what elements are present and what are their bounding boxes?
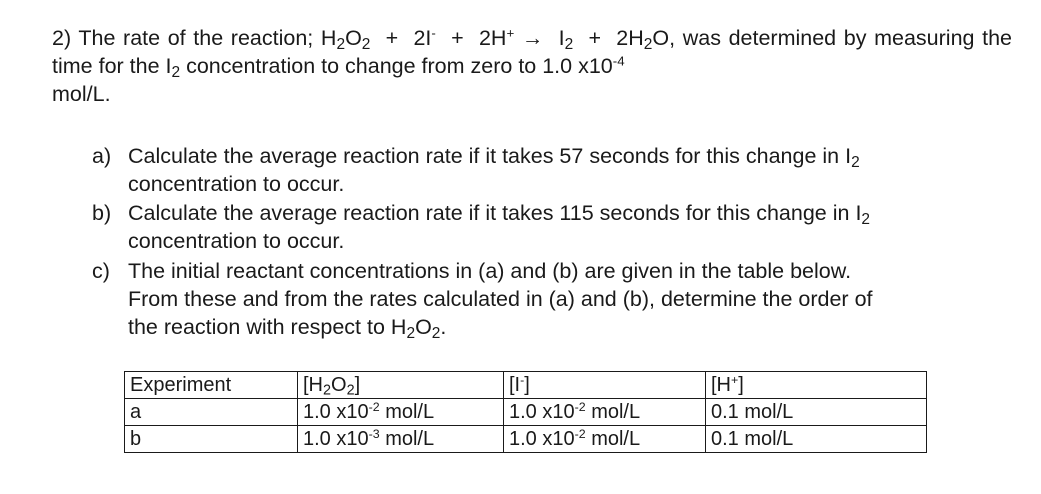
stem-unit: mol/L. [52, 82, 111, 106]
question-stem [52, 24, 1012, 108]
header-h2o2: $[H_2O_2]$ [298, 372, 504, 399]
header-experiment: Experiment [125, 372, 298, 399]
header-hydrogen-ion: [H+] [706, 372, 927, 399]
reaction-equation: $H_2O_2 + 2I^- + 2H^+ \to I_2 + 2H_2O$, [320, 25, 683, 53]
concentration-table [124, 371, 927, 453]
part-text: Calculate the average reaction rate if it takes 115 seconds for this change in $I_2$ concentration to occur. [128, 201, 871, 253]
part-text: Calculate the average reaction rate if it takes 57 seconds for this change in $I_2$ concentration to occur. [128, 144, 860, 196]
stem-continuation: was determined by measuring the time for the $I_2$ concentration to change from zero to 1.0 $x10^{-4}$ [52, 26, 1013, 81]
cell-iodide: 1.0 $x10^{-2}$ mol/L [504, 399, 706, 426]
cell-h2o2: 1.0 $x10^{-2}$ mol/L [298, 399, 504, 426]
stem-text: The rate of the reaction; [78, 26, 314, 50]
cell-experiment: b [125, 426, 298, 453]
part-letter: a) [92, 144, 112, 168]
part-text: The initial reactant concentrations in (a) and (b) are given in the table below. From these and from the rates calculated in (a) and (b), determine the order of the reaction with respect to $H_2O_2$. [128, 259, 873, 342]
table-row [125, 426, 927, 453]
cell-hydrogen-ion: 0.1 mol/L [706, 426, 927, 453]
table-header-row [125, 372, 927, 399]
cell-hydrogen-ion: 0.1 mol/L [706, 399, 927, 426]
cell-experiment: a [125, 399, 298, 426]
part-letter: c) [92, 259, 110, 283]
part-letter: b) [92, 201, 112, 225]
question-number: 2) [52, 26, 72, 50]
table-row [125, 399, 927, 426]
header-iodide: [I-] [504, 372, 706, 399]
cell-iodide: 1.0 $x10^{-2}$ mol/L [504, 426, 706, 453]
cell-h2o2: 1.0 $x10^{-3}$ mol/L [298, 426, 504, 453]
